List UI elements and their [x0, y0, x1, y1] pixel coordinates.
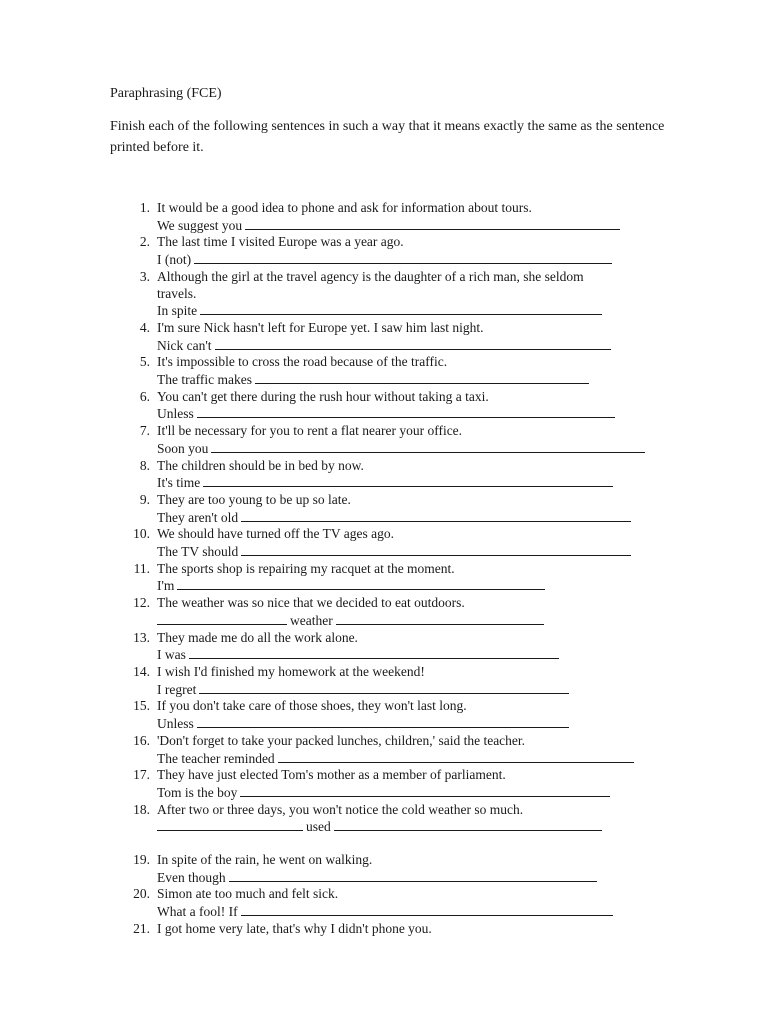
prompt: I was [157, 647, 186, 663]
exercise-item-16 [110, 733, 670, 767]
prompt: I regret [157, 681, 197, 697]
exercise-item-14 [110, 664, 670, 698]
source-sentence-cont: travels. [157, 285, 197, 301]
exercise-item-4 [110, 320, 670, 354]
source-sentence: I wish I'd finished my homework at the weekend! [157, 663, 425, 679]
answer-blank[interactable] [334, 818, 602, 831]
prompt: It's time [157, 475, 201, 491]
item-number: 5. [139, 354, 150, 370]
prompt: The teacher reminded [157, 750, 275, 766]
instructions: Finish each of the following sentences in such a way that it means exactly the same as the sentence printed before it. [110, 119, 665, 155]
prompt: They aren't old [157, 509, 239, 525]
item-number: 21. [133, 920, 150, 936]
item-number: 16. [133, 732, 150, 748]
item-number: 3. [139, 268, 150, 284]
exercise-item-3 [110, 269, 670, 320]
prompt: What a fool! If [157, 904, 238, 920]
answer-blank[interactable] [245, 217, 620, 230]
answer-blank[interactable] [255, 371, 589, 384]
answer-blank[interactable] [278, 750, 634, 763]
source-sentence: I got home very late, that's why I didn't phone you. [157, 920, 432, 936]
exercise-item-9 [110, 492, 670, 526]
item-number: 20. [133, 886, 150, 902]
source-sentence: In spite of the rain, he went on walking. [157, 852, 373, 868]
source-sentence: I'm sure Nick hasn't left for Europe yet. I saw him last night. [157, 319, 484, 335]
exercise-item-8 [110, 458, 670, 492]
prompt: In spite [157, 303, 198, 319]
exercise-item-21 [110, 921, 670, 938]
exercise-item-10 [110, 526, 670, 560]
source-sentence: Simon ate too much and felt sick. [157, 886, 339, 902]
exercise-item-18 [110, 802, 670, 836]
source-sentence: They have just elected Tom's mother as a member of parliament. [157, 767, 506, 783]
answer-blank[interactable] [177, 577, 545, 590]
prompt: We suggest you [157, 217, 243, 233]
exercise-item-11 [110, 561, 670, 595]
source-sentence: It would be a good idea to phone and ask for information about tours. [157, 200, 532, 215]
exercise-list [110, 200, 670, 938]
source-sentence: You can't get there during the rush hour without taking a taxi. [157, 388, 489, 404]
item-number: 15. [133, 698, 150, 714]
exercise-item-13 [110, 630, 670, 664]
source-sentence: The children should be in bed by now. [157, 457, 364, 473]
source-sentence: We should have turned off the TV ages ago. [157, 526, 394, 542]
answer-blank[interactable] [241, 543, 631, 556]
answer-blank[interactable] [241, 903, 613, 916]
answer-blank[interactable] [200, 302, 602, 315]
source-sentence: Although the girl at the travel agency is the daughter of a rich man, she seldom [157, 268, 584, 284]
source-sentence: They made me do all the work alone. [157, 629, 358, 645]
source-sentence: The last time I visited Europe was a year ago. [157, 234, 404, 250]
prompt: used [306, 819, 331, 835]
answer-blank[interactable] [229, 869, 597, 882]
prompt: Nick can't [157, 337, 212, 353]
exercise-item-1 [110, 200, 670, 234]
item-number: 4. [139, 319, 150, 335]
prompt: Tom is the boy [157, 784, 238, 800]
exercise-item-17 [110, 767, 670, 801]
item-number: 11. [133, 560, 150, 576]
exercise-item-12 [110, 595, 670, 629]
item-number: 9. [139, 491, 150, 507]
source-sentence: After two or three days, you won't notice the cold weather so much. [157, 801, 524, 817]
prompt: Even though [157, 869, 226, 885]
item-number: 10. [133, 526, 150, 542]
answer-blank[interactable] [240, 784, 610, 797]
item-number: 18. [133, 801, 150, 817]
answer-blank-lead[interactable] [157, 818, 303, 831]
exercise-item-19 [110, 852, 670, 886]
exercise-item-6 [110, 389, 670, 423]
item-number: 13. [133, 629, 150, 645]
exercise-item-15 [110, 698, 670, 732]
exercise-item-7 [110, 423, 670, 457]
prompt: weather [290, 612, 333, 628]
prompt: I (not) [157, 252, 192, 268]
answer-blank-lead[interactable] [157, 612, 287, 625]
answer-blank[interactable] [211, 440, 645, 453]
source-sentence: It'll be necessary for you to rent a flat nearer your office. [157, 423, 463, 439]
prompt: Unless [157, 716, 194, 732]
answer-blank[interactable] [194, 251, 612, 264]
item-number: 1. [139, 200, 150, 215]
answer-blank[interactable] [199, 681, 569, 694]
prompt: Unless [157, 406, 194, 422]
exercise-item-5 [110, 354, 670, 388]
item-number: 7. [139, 423, 150, 439]
answer-blank[interactable] [197, 715, 569, 728]
prompt: The traffic makes [157, 372, 252, 388]
source-sentence: The weather was so nice that we decided to eat outdoors. [157, 595, 465, 611]
item-number: 19. [133, 852, 150, 868]
prompt: Soon you [157, 440, 209, 456]
exercise-item-20 [110, 886, 670, 920]
answer-blank[interactable] [241, 509, 631, 522]
source-sentence: 'Don't forget to take your packed lunches, children,' said the teacher. [157, 732, 526, 748]
answer-blank[interactable] [197, 405, 615, 418]
source-sentence: The sports shop is repairing my racquet at the moment. [157, 560, 455, 576]
worksheet-title: Paraphrasing (FCE) [110, 86, 222, 101]
source-sentence: They are too young to be up so late. [157, 491, 351, 507]
source-sentence: It's impossible to cross the road because of the traffic. [157, 354, 448, 370]
item-number: 2. [139, 234, 150, 250]
item-number: 17. [133, 767, 150, 783]
prompt: The TV should [157, 544, 239, 560]
answer-blank[interactable] [189, 646, 559, 659]
item-number: 12. [133, 595, 150, 611]
answer-blank[interactable] [336, 612, 544, 625]
answer-blank[interactable] [215, 337, 611, 350]
source-sentence: If you don't take care of those shoes, they won't last long. [157, 698, 467, 714]
item-number: 14. [133, 663, 150, 679]
item-number: 8. [139, 457, 150, 473]
answer-blank[interactable] [203, 474, 613, 487]
item-number: 6. [139, 388, 150, 404]
exercise-item-2 [110, 234, 670, 268]
prompt: I'm [157, 578, 175, 594]
